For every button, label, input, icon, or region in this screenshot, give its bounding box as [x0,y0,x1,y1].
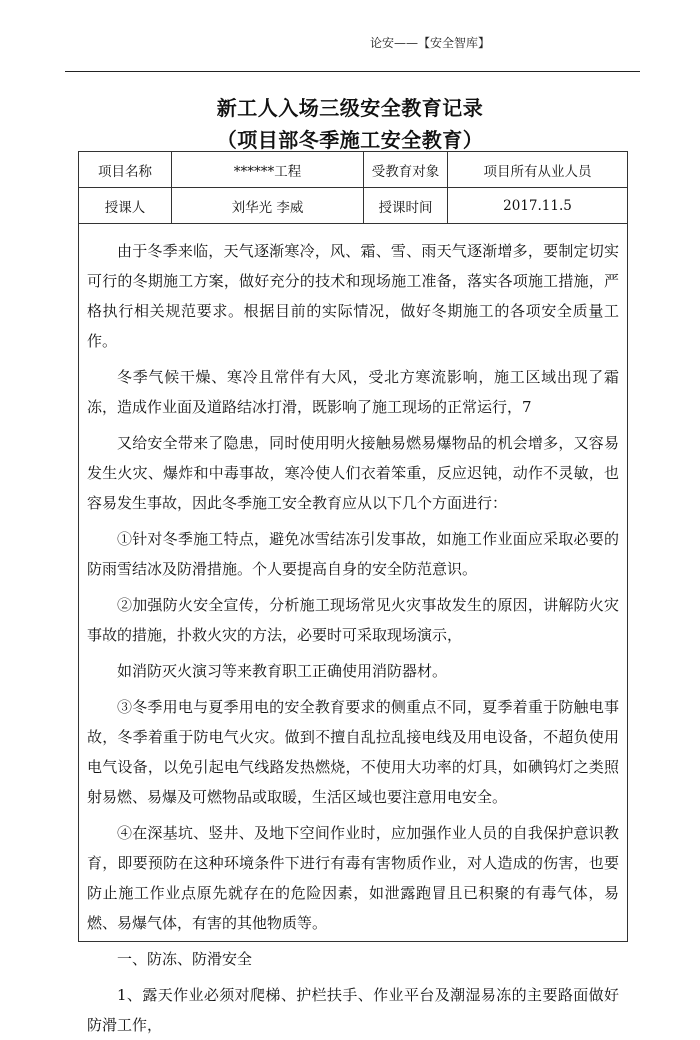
meta-row-lecturer [79,188,628,224]
paragraph: ④在深基坑、竖井、及地下空间作业时，应加强作业人员的自我保护意识教育，即要预防在这种环境条件下进行有毒有害物质作业，对人造成的伤害，也要防止施工作业点原先就存在的危险因素，如泄露跑冒且已积聚的有毒气体，易燃、易爆气体，有害的其他物质等。 [87,824,619,932]
audience-value: 项目所有从业人员 [448,152,628,188]
content-row [79,224,628,942]
time-value: 2017.11.5 [448,188,628,224]
audience-label: 受教育对象 [364,152,448,188]
paragraph: ②加强防火安全宣传，分析施工现场常见火灾事故发生的原因，讲解防火灾事故的措施，扑救火灾的方法，必要时可采取现场演示， [87,596,619,644]
paragraph: 冬季气候干燥、寒冷且常伴有大风，受北方寒流影响，施工区域出现了霜冻，造成作业面及道路结冰打滑，既影响了施工现场的正常运行，7 [87,368,619,416]
section-heading: 一、防冻、防滑安全 [117,950,253,968]
header-divider [65,71,640,72]
education-content [79,224,627,1034]
paragraph: 又给安全带来了隐患，同时使用明火接触易燃易爆物品的机会增多，又容易发生火灾、爆炸和中毒事故，寒冷使人们衣着笨重，反应迟钝，动作不灵敏，也容易发生事故，因此冬季施工安全教育应从以下几个方面进行： [87,434,619,512]
lecturer-label: 授课人 [79,188,172,224]
project-value: ******工程 [172,152,364,188]
lecturer-value: 刘华光 李威 [172,188,364,224]
paragraph: 如消防灭火演习等来教育职工正确使用消防器材。 [117,662,448,680]
meta-row-project [79,152,628,188]
document-title: 新工人入场三级安全教育记录 [216,96,484,120]
header-source-label: 论安——【安全智库】 [369,36,490,50]
time-label: 授课时间 [364,188,448,224]
paragraph: 1、露天作业必须对爬梯、护栏扶手、作业平台及潮湿易冻的主要路面做好防滑工作， [87,986,619,1034]
paragraph: ①针对冬季施工特点，避免冰雪结冻引发事故，如施工作业面应采取必要的防雨雪结冰及防滑措施。个人要提高自身的安全防范意识。 [87,530,619,578]
education-record-table [78,151,628,1034]
paragraph: ③冬季用电与夏季用电的安全教育要求的侧重点不同，夏季着重于防触电事故，冬季着重于防电气火灾。做到不擅自乱拉乱接电线及用电设备，不超负使用电气设备，以免引起电气线路发热燃烧，不使用大功率的灯具，如碘钨灯之类照射易燃、易爆及可燃物品或取暖，生活区域也要注意用电安全。 [87,698,619,806]
project-label: 项目名称 [79,152,172,188]
paragraph: 由于冬季来临，天气逐渐寒冷，风、霜、雪、雨天气逐渐增多，要制定切实可行的冬期施工方案，做好充分的技术和现场施工准备，落实各项施工措施，严格执行相关规范要求。根据目前的实际情况，做好冬期施工的各项安全质量工作。 [87,242,619,350]
document-subtitle: （项目部冬季施工安全教育） [216,128,484,152]
content-cell [79,224,628,1034]
